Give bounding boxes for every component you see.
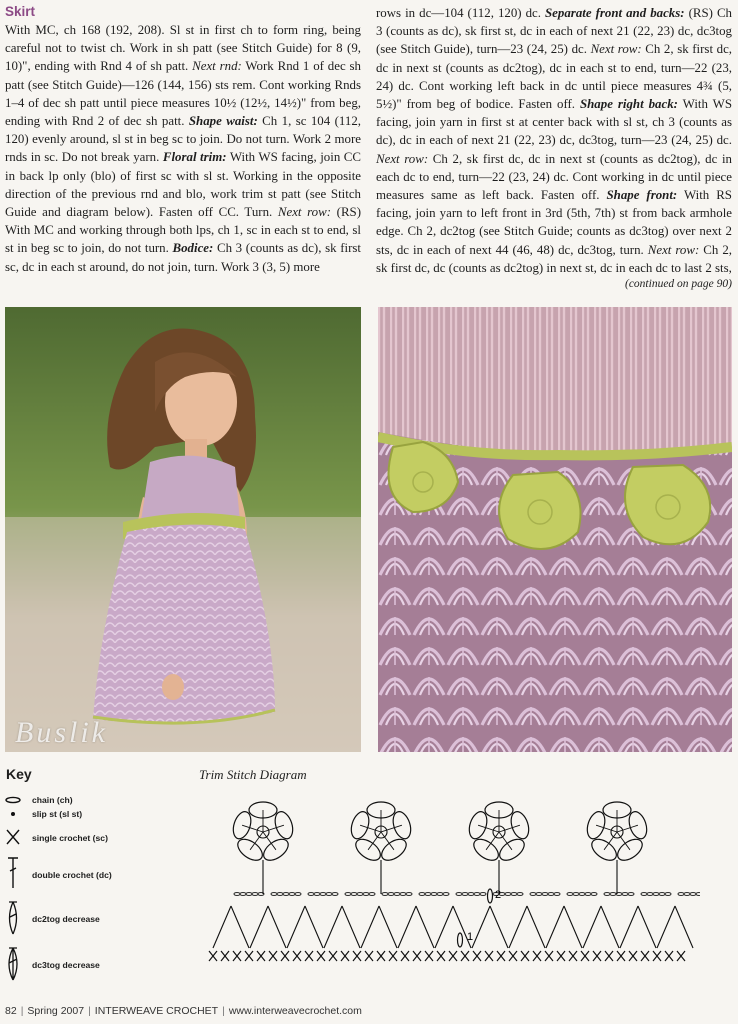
continued-note: (continued on page 90) xyxy=(625,278,732,290)
flower-motif xyxy=(230,802,296,894)
sc-mark xyxy=(305,951,313,961)
chain-mark xyxy=(283,893,289,896)
text-run: Next rnd: xyxy=(192,59,242,74)
text-run: Ch 3 (counts as dc), sk first sc, dc in each st around, do not join, turn. Work 3 (3, 5) more xyxy=(5,241,361,274)
sc-mark xyxy=(581,951,589,961)
chain-mark xyxy=(345,893,351,896)
chain-mark xyxy=(271,893,277,896)
trim-stitch-diagram xyxy=(205,790,700,972)
chain-mark xyxy=(653,893,659,896)
chain-mark xyxy=(610,893,616,896)
chain-mark xyxy=(394,893,400,896)
section-heading-skirt: Skirt xyxy=(5,4,36,19)
text-run: With RS facing, join yarn to left front in 3rd (5th, 7th) st from back armhole edge. Ch 2, dc2tog (see Stitch Guide; counts as dc3tog) over next 2 sts, dc in each of next 44 (46, 48) dc, dc3tog, turn. xyxy=(376,188,732,257)
chain-mark xyxy=(678,893,684,896)
key-item-double-crochet xyxy=(4,856,174,884)
sc-mark xyxy=(545,951,553,961)
row-1-start-chain xyxy=(458,933,463,947)
key-item-dc3tog xyxy=(4,946,174,974)
chain-mark xyxy=(431,893,437,896)
chain-mark xyxy=(252,893,258,896)
sc-mark xyxy=(617,951,625,961)
chain-arch-row xyxy=(213,893,700,948)
chain-mark xyxy=(357,893,363,896)
sc-mark xyxy=(497,951,505,961)
text-run: Next row: xyxy=(277,205,332,220)
chain-mark xyxy=(474,893,480,896)
chain-mark xyxy=(425,893,431,896)
key-label-dc3tog: dc3tog decrease xyxy=(32,960,100,970)
page-number: 82 xyxy=(5,1005,17,1017)
chain-mark xyxy=(314,893,320,896)
sc-mark xyxy=(557,951,565,961)
chain-mark xyxy=(659,893,665,896)
chain-mark xyxy=(511,893,517,896)
text-run: Ch 2, sk first dc, dc (counts as dc2tog) in next st, dc in each dc to last 2 sts, xyxy=(376,242,732,275)
right-text-column xyxy=(376,4,732,277)
sc-mark xyxy=(281,951,289,961)
key-label-single-crochet: single crochet (sc) xyxy=(32,833,108,843)
flower-motif xyxy=(348,802,414,894)
chain-mark xyxy=(468,893,474,896)
chain-mark xyxy=(665,893,671,896)
chain-mark xyxy=(443,893,449,896)
text-run: Shape front: xyxy=(606,188,678,203)
sc-mark xyxy=(449,951,457,961)
girl-photo-illustration xyxy=(5,307,361,752)
text-run: Next row: xyxy=(647,242,700,257)
chain-mark xyxy=(684,893,690,896)
key-item-dc2tog xyxy=(4,900,174,928)
right-column-text xyxy=(376,4,732,277)
sc-mark xyxy=(365,951,373,961)
magazine-name: INTERWEAVE CROCHET xyxy=(94,1005,219,1017)
chain-mark xyxy=(326,893,332,896)
sc-mark xyxy=(509,951,517,961)
single-crochet-icon xyxy=(4,826,26,854)
text-run: With WS facing, join CC in back lp only (blo) of first sc with sl st. Working in the opposite direction of the previous rnd and blo, work trim st patt (see Stitch Guide and diagram below). Fasten off CC. Turn. xyxy=(5,150,362,220)
chain-mark xyxy=(406,893,412,896)
chain-mark xyxy=(277,893,283,896)
chain-mark xyxy=(604,893,610,896)
row-label-1: 1 xyxy=(467,931,474,943)
row-label-2: 2 xyxy=(495,889,502,901)
left-text-column xyxy=(5,4,361,276)
chain-mark xyxy=(505,893,511,896)
sc-mark xyxy=(641,951,649,961)
single-crochet-row xyxy=(209,951,685,961)
sc-mark xyxy=(329,951,337,961)
chain-mark xyxy=(567,893,573,896)
watermark-text: Buslik xyxy=(15,716,108,749)
chain-mark xyxy=(240,893,246,896)
key-title: Key xyxy=(6,766,32,782)
chain-mark xyxy=(573,893,579,896)
sc-mark xyxy=(245,951,253,961)
text-run: With MC, ch 168 (192, 208). Sl st in first ch to form ring, being careful not to twist ch. Work in sh patt (see Stitch Guide) for 8 (9, 10)", ending with Rnd 4 of sh patt. xyxy=(5,23,361,74)
left-column-text xyxy=(5,21,361,276)
sc-mark xyxy=(317,951,325,961)
sc-mark xyxy=(461,951,469,961)
chain-mark xyxy=(320,893,326,896)
text-run: (RS) With MC and working through both lps, ch 1, sc in each st to end, sl st in beg sc to join, do not turn. xyxy=(5,205,362,256)
chain-mark xyxy=(382,893,388,896)
sc-mark xyxy=(341,951,349,961)
sc-mark xyxy=(629,951,637,961)
sc-mark xyxy=(209,951,217,961)
text-run: Floral trim: xyxy=(162,150,227,165)
sc-mark xyxy=(377,951,385,961)
chain-mark xyxy=(591,893,597,896)
dc3tog-icon xyxy=(4,946,26,982)
dc2tog-icon xyxy=(4,900,26,936)
chain-mark xyxy=(628,893,634,896)
flower-motif xyxy=(466,802,532,894)
trim-detail-illustration xyxy=(378,307,732,752)
text-run: Shape waist: xyxy=(188,114,258,129)
sc-mark xyxy=(389,951,397,961)
text-run: Ch 1, sc 104 (112, 120) evenly around, sl st in beg sc to join. Do not turn. Work 2 more rnds in sc. Do not break yarn. xyxy=(5,114,361,165)
chain-mark xyxy=(517,893,523,896)
issue-date: Spring 2007 xyxy=(27,1005,85,1017)
key-item-single-crochet xyxy=(4,826,174,854)
sc-mark xyxy=(569,951,577,961)
sc-mark xyxy=(437,951,445,961)
text-run: Ch 2, sk first dc, dc in next st (counts as dc2tog), dc in each st to end, turn—22 (23, 24) dc. Cont working left back in dc until piece measures 4¾ (5, 5½)" from beg of bodice. Fasten off. xyxy=(376,42,733,112)
text-run: Work Rnd 1 of dec sh patt (see Stitch Guide)—126 (144, 156) sts rem. Cont working Rnds 1–4 of dec sh patt until piece measures 10½ (12½, 14½)" from beg, ending with Rnd 2 of dec sh patt. xyxy=(5,59,361,129)
chain-mark xyxy=(548,893,554,896)
chain-mark xyxy=(462,893,468,896)
chain-mark xyxy=(400,893,406,896)
chain-mark xyxy=(332,893,338,896)
sc-mark xyxy=(401,951,409,961)
chain-mark xyxy=(536,893,542,896)
sc-mark xyxy=(425,951,433,961)
chain-mark xyxy=(308,893,314,896)
sc-mark xyxy=(485,951,493,961)
sc-mark xyxy=(653,951,661,961)
magazine-url: www.interweavecrochet.com xyxy=(228,1005,362,1017)
key-label-double-crochet: double crochet (dc) xyxy=(32,870,112,880)
text-run: Next row: xyxy=(376,151,429,166)
sc-mark xyxy=(353,951,361,961)
chain-mark xyxy=(480,893,486,896)
chain-mark xyxy=(351,893,357,896)
chain-mark xyxy=(554,893,560,896)
text-run: With WS facing, join yarn in first st at center back with sl st, ch 3 (counts as dc), dc in each of next 21 (22, 23) dc, dc3tog, turn—23 (24, 25) dc. xyxy=(376,97,732,148)
text-run: Separate front and backs: xyxy=(545,6,685,20)
text-run: Bodice: xyxy=(172,241,214,256)
page-footer: 82 | Spring 2007 | INTERWEAVE CROCHET | www.interweavecrochet.com xyxy=(5,1005,362,1017)
key-label-slip-stitch: slip st (sl st) xyxy=(32,809,83,819)
sc-mark xyxy=(593,951,601,961)
chain-mark xyxy=(437,893,443,896)
chain-mark xyxy=(419,893,425,896)
chain-mark xyxy=(246,893,252,896)
flower-motif xyxy=(584,802,650,894)
chain-mark xyxy=(363,893,369,896)
dc-zigzag xyxy=(213,906,693,948)
chain-mark xyxy=(585,893,591,896)
chain-mark xyxy=(641,893,647,896)
key-label-dc2tog: dc2tog decrease xyxy=(32,914,100,924)
chain-mark xyxy=(295,893,301,896)
chain-mark xyxy=(369,893,375,896)
flower-motifs xyxy=(230,802,650,894)
chain-mark xyxy=(388,893,394,896)
text-run: (RS) Ch 3 (counts as dc), sk first st, dc in each of next 21 (22, 23) dc, dc3tog (see Stitch Guide), turn—23 (24, 25) dc. xyxy=(376,6,733,57)
sc-mark xyxy=(233,951,241,961)
chain-mark xyxy=(622,893,628,896)
sc-mark xyxy=(665,951,673,961)
chain-mark xyxy=(542,893,548,896)
diagram-title: Trim Stitch Diagram xyxy=(199,767,307,782)
sc-mark xyxy=(257,951,265,961)
sc-mark xyxy=(221,951,229,961)
chain-mark xyxy=(456,893,462,896)
photo-trim-detail xyxy=(378,307,732,752)
sc-mark xyxy=(521,951,529,961)
sc-mark xyxy=(269,951,277,961)
sc-mark xyxy=(605,951,613,961)
chain-mark xyxy=(530,893,536,896)
text-run: Next row: xyxy=(590,42,642,57)
sc-mark xyxy=(413,951,421,961)
text-run: rows in dc—104 (112, 120) dc. xyxy=(376,6,546,20)
chain-mark xyxy=(289,893,295,896)
text-run: Shape right back: xyxy=(579,97,678,112)
key-label-chain: chain (ch) xyxy=(32,795,73,805)
text-run: Ch 2, sk first dc, dc in next st (counts as dc2tog), dc in each dc to end, turn—22 (23, 24) dc. Cont working in dc until piece measures same as left back. Fasten off. xyxy=(376,151,733,203)
chain-mark xyxy=(234,893,240,896)
sc-mark xyxy=(533,951,541,961)
chain-mark xyxy=(647,893,653,896)
photo-girl-in-dress xyxy=(5,307,361,752)
sc-mark xyxy=(293,951,301,961)
row-2-start-chain xyxy=(488,889,493,903)
chain-mark xyxy=(690,893,696,896)
sc-mark xyxy=(677,951,685,961)
sc-mark xyxy=(473,951,481,961)
double-crochet-icon xyxy=(4,856,26,890)
chain-mark xyxy=(579,893,585,896)
chain-mark xyxy=(696,893,700,896)
